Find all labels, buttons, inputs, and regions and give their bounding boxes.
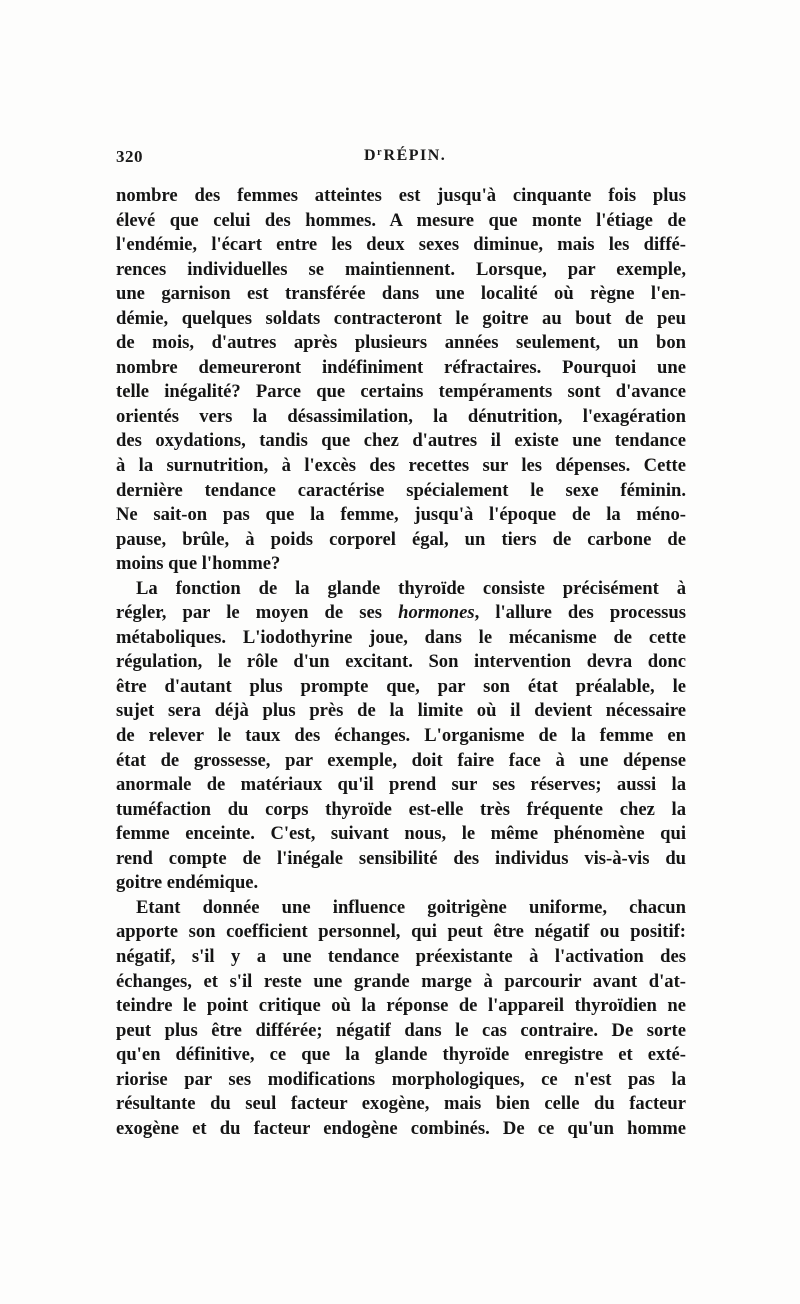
text-line: telle inégalité? Parce que certains tempéraments sont d'avance xyxy=(116,381,686,403)
text-line: négatif, s'il y a une tendance préexistante à l'activation des xyxy=(116,945,686,967)
text-line xyxy=(116,601,686,626)
text-line: dernière tendance caractérise spécialement le sexe féminin. xyxy=(116,479,686,501)
running-head xyxy=(364,147,446,165)
body-text xyxy=(116,184,686,1141)
running-head-superscript: r xyxy=(377,147,382,158)
text-line: riorise par ses modifications morphologiques, ce n'est pas la xyxy=(116,1068,686,1090)
text-line: anormale de matériaux qu'il prend sur ses réserves; aussi la xyxy=(116,774,686,796)
text-line: femme enceinte. C'est, suivant nous, le même phénomène qui xyxy=(116,823,686,845)
text-line: des oxydations, tandis que chez d'autres il existe une tendance xyxy=(116,430,686,452)
page-number: 320 xyxy=(116,147,143,166)
running-head-author-name: RÉPIN. xyxy=(383,147,447,164)
text-line: être d'autant plus prompte que, par son état préalable, le xyxy=(116,675,686,697)
text-line: rences individuelles se maintiennent. Lorsque, par exemple, xyxy=(116,258,686,280)
text-line: de mois, d'autres après plusieurs années seulement, un bon xyxy=(116,332,686,354)
text-line: état de grossesse, par exemple, doit faire face à une dépense xyxy=(116,749,686,771)
text-line: sujet sera déjà plus près de la limite où il devient nécessaire xyxy=(116,700,686,722)
italic-term: hormones xyxy=(398,602,475,624)
text-line: une garnison est transférée dans une localité où règne l'en- xyxy=(116,283,686,305)
page-header xyxy=(116,147,686,173)
text-line: teindre le point critique où la réponse de l'appareil thyroïdien ne xyxy=(116,995,686,1017)
text-line: apporte son coefficient personnel, qui peut être négatif ou positif: xyxy=(116,921,686,943)
text-line: Ne sait-on pas que la femme, jusqu'à l'époque de la méno- xyxy=(116,504,686,526)
text-line: régulation, le rôle d'un excitant. Son intervention devra donc xyxy=(116,651,686,673)
text-line: l'endémie, l'écart entre les deux sexes diminue, mais les diffé- xyxy=(116,234,686,256)
text-line: métaboliques. L'iodothyrine joue, dans le mécanisme de cette xyxy=(116,626,686,648)
text-line: tuméfaction du corps thyroïde est-elle très fréquente chez la xyxy=(116,798,686,820)
text-line: goitre endémique. xyxy=(116,872,259,894)
text-line: élevé que celui des hommes. A mesure que monte l'étiage de xyxy=(116,209,686,231)
text-line: pause, brûle, à poids corporel égal, un tiers de carbone de xyxy=(116,528,686,550)
text-line: démie, quelques soldats contracteront le goitre au bout de peu xyxy=(116,307,686,329)
text-line: Etant donnée une influence goitrigène uniforme, chacun xyxy=(136,896,686,918)
text-line: orientés vers la désassimilation, la dénutrition, l'exagération xyxy=(116,405,686,427)
text-line: peut plus être différée; négatif dans le cas contraire. De sorte xyxy=(116,1019,686,1041)
text-segment: , l'allure des processus xyxy=(474,602,686,624)
text-line: exogène et du facteur endogène combinés. De ce qu'un homme xyxy=(116,1117,686,1139)
text-line: nombre demeureront indéfiniment réfractaires. Pourquoi une xyxy=(116,356,686,378)
text-line: nombre des femmes atteintes est jusqu'à cinquante fois plus xyxy=(116,185,686,206)
running-head-author-initial: D xyxy=(364,147,378,164)
text-line: qu'en définitive, ce que la glande thyroïde enregistre et exté- xyxy=(116,1044,686,1066)
text-line: résultante du seul facteur exogène, mais bien celle du facteur xyxy=(116,1093,686,1115)
text-line: La fonction de la glande thyroïde consiste précisément à xyxy=(136,577,686,599)
text-line: à la surnutrition, à l'excès des recettes sur les dépenses. Cette xyxy=(116,455,686,477)
text-line: de relever le taux des échanges. L'organisme de la femme en xyxy=(116,725,686,747)
text-segment: régler, par le moyen de ses xyxy=(116,602,399,624)
text-line: échanges, et s'il reste une grande marge à parcourir avant d'at- xyxy=(116,970,686,992)
text-line: moins que l'homme? xyxy=(116,553,281,575)
text-line: rend compte de l'inégale sensibilité des individus vis-à-vis du xyxy=(116,847,686,869)
